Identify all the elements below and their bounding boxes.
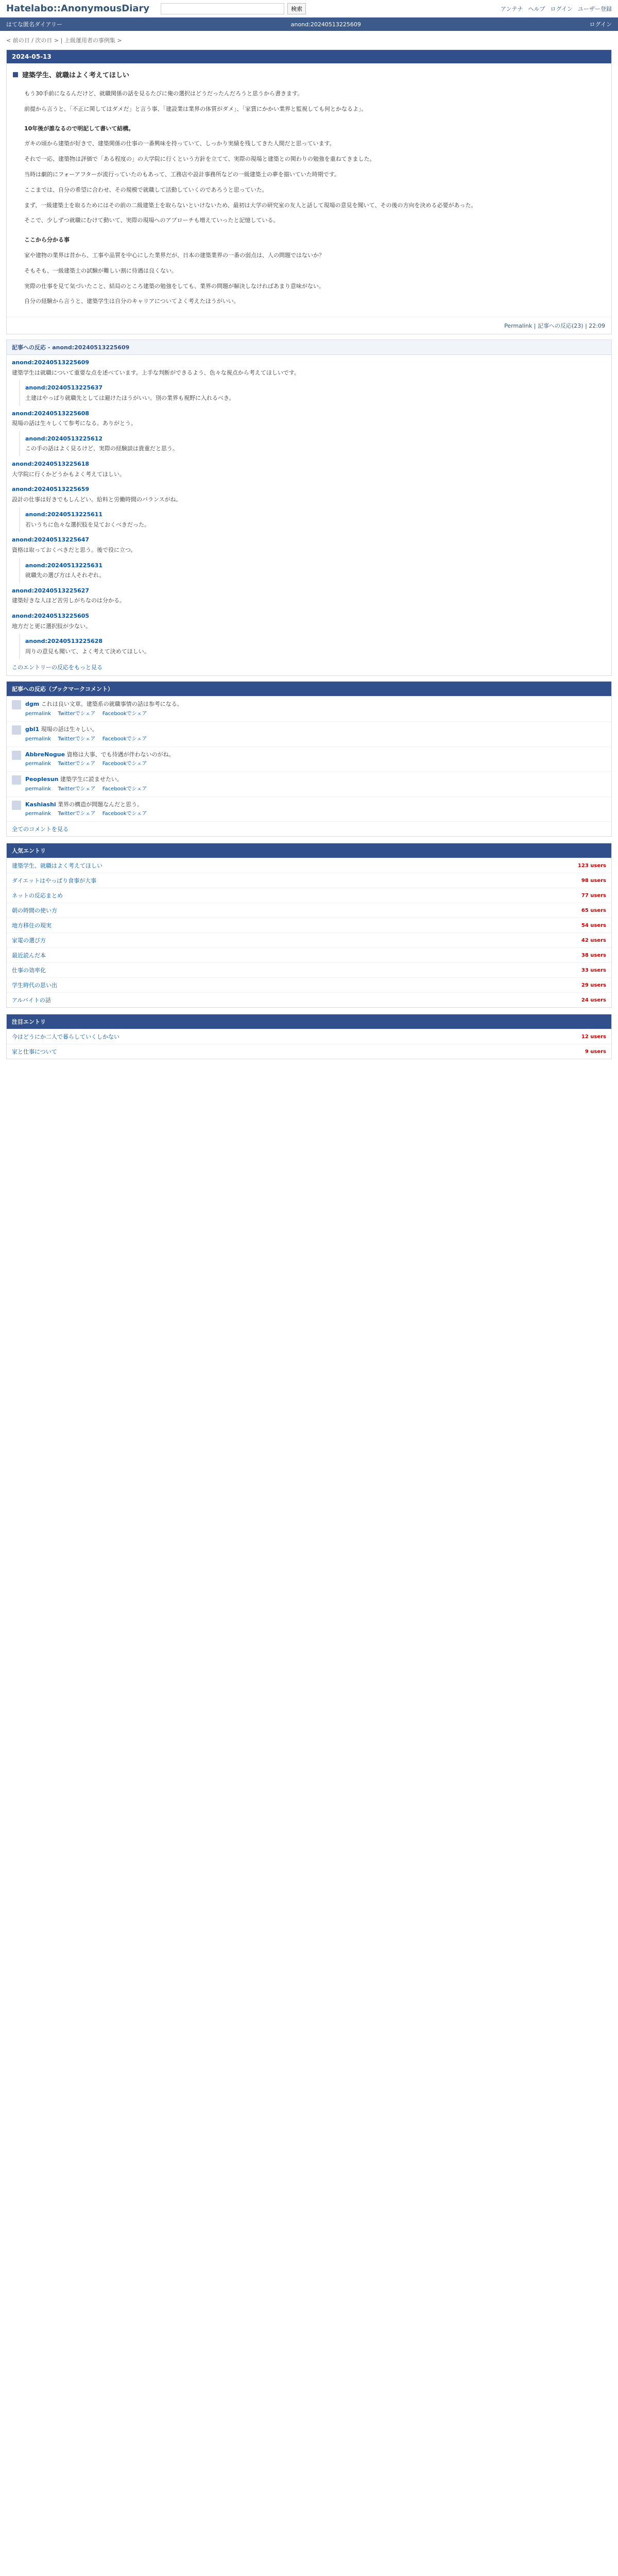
reaction-author-link[interactable]: anond:20240513225605	[12, 613, 90, 620]
reaction-author-link[interactable]: anond:20240513225612	[25, 435, 103, 442]
bookmark-permalink[interactable]: permalink	[25, 786, 51, 792]
bookmark-permalink[interactable]: permalink	[25, 811, 51, 817]
avatar	[12, 801, 21, 810]
entry-paragraph: それで一応、建築物は評価で「ある程度の」の大学院に行くという方針を立てて、実際の現場と建築との関わりの勉強を重ねてきました。	[24, 156, 375, 163]
reaction-author-link[interactable]: anond:20240513225618	[12, 460, 90, 467]
reaction-author-link[interactable]: anond:20240513225647	[12, 536, 90, 544]
breadcrumb	[0, 31, 618, 44]
popular-item-users: 33 users	[581, 967, 606, 973]
bookmark-comment-body	[25, 725, 152, 743]
reaction-author-link[interactable]: anond:20240513225611	[25, 511, 103, 518]
popular-item-users: 24 users	[581, 997, 606, 1003]
popular-item[interactable]	[7, 977, 611, 992]
bookmark-comment	[7, 747, 611, 772]
popular-item-title[interactable]: 地方移住の現実	[12, 922, 52, 929]
bookmark-twitter-share[interactable]: Twitterでシェア	[58, 811, 96, 817]
reaction-author-link[interactable]: anond:20240513225637	[25, 384, 103, 392]
entry-section-heading: ここから分かる事	[24, 236, 70, 244]
bookmark-facebook-share[interactable]: Facebookでシェア	[102, 711, 147, 717]
popular-item[interactable]	[7, 918, 611, 933]
top-link-register[interactable]: ユーザー登録	[578, 5, 612, 12]
bookmark-user-link[interactable]: Kashiashi	[25, 801, 56, 808]
top-link-login[interactable]: ログイン	[550, 5, 573, 12]
reactions-head: 記事への反応 - anond:20240513225609	[7, 340, 611, 355]
entry-footer	[7, 317, 611, 334]
related-head: 注目エントリ	[7, 1014, 611, 1029]
entry-paragraph: ガキの頃から建築が好きで、建築関係の仕事の一番興味を持っていて、しっかり実績を残してきた人間だと思っています。	[24, 140, 335, 147]
popular-item[interactable]	[7, 933, 611, 947]
bookmark-twitter-share[interactable]: Twitterでシェア	[58, 736, 96, 742]
reaction-item	[7, 406, 611, 431]
reaction-text: 地方だと更に選択肢が少ない。	[12, 622, 91, 630]
popular-item-users: 77 users	[581, 892, 606, 899]
popular-item-title[interactable]: 建築学生、就職はよく考えてほしい	[12, 862, 102, 870]
breadcrumb-text: < 前の日 / 次の日 > | 上級運用者の事例集 >	[6, 37, 122, 44]
reaction-text: 周りの意見も聞いて、よく考えて決めてほしい。	[25, 648, 150, 655]
entry-title-square-icon	[13, 72, 18, 77]
bookmark-comment-text: 現場の話は生々しい。	[41, 726, 98, 733]
bookmark-comment	[7, 771, 611, 796]
reaction-author-link[interactable]: anond:20240513225659	[12, 486, 90, 493]
popular-item-title[interactable]: 朝の時間の使い方	[12, 907, 57, 914]
bookmark-comment-text: 業界の構造が問題なんだと思う。	[58, 801, 143, 808]
related-entries	[6, 1014, 612, 1059]
avatar	[12, 751, 21, 760]
related-item-users: 9 users	[585, 1048, 606, 1055]
top-link-antenna[interactable]: アンテナ	[500, 5, 523, 12]
bookmark-user-link[interactable]: Peoplesun	[25, 776, 59, 783]
reaction-item	[7, 355, 611, 380]
popular-item-users: 65 users	[581, 907, 606, 913]
popular-item[interactable]	[7, 992, 611, 1007]
entry-paragraph: 自分の経験から言うと、建築学生は自分のキャリアについてよく考えたほうがいい。	[24, 298, 239, 305]
subnav	[0, 18, 618, 31]
bookmark-more-link[interactable]: 全てのコメントを見る	[7, 821, 611, 836]
reaction-item	[7, 583, 611, 608]
popular-item[interactable]	[7, 947, 611, 962]
reaction-text: 土建はやっぱり就職先としては避けたほうがいい。別の業界も視野に入れるべき。	[25, 394, 235, 401]
reaction-item	[7, 608, 611, 634]
bookmark-permalink[interactable]: permalink	[25, 711, 51, 717]
entry-paragraph: 家や建物の業界は昔から、工事や品質を中心にした業界だが、日本の建築業界の一番の弱点は、人の問題ではないか？	[24, 251, 324, 259]
bookmark-comment	[7, 721, 611, 747]
entry-paragraph: まず、一級建築士を取るためにはその前の二級建築士を取らないといけないため、最初は大学の研究室の友人と話して現場の意見を聞いて、その後の方向を決める必要があった。	[24, 201, 477, 209]
popular-entries	[6, 843, 612, 1008]
entry-footer-meta[interactable]: Permalink | 記事への反応(23) | 22:09	[504, 323, 605, 330]
bookmark-comment	[7, 696, 611, 721]
entry-paragraph: 当時は劇的にフォーアフターが流行っていたのもあって、工務店や設計事務所などの一級建築士の夢を描いていた時期です。	[24, 171, 340, 178]
popular-item-title[interactable]: 最近読んだ本	[12, 952, 46, 959]
bookmark-comment-body	[25, 700, 183, 718]
bookmark-facebook-share[interactable]: Facebookでシェア	[102, 811, 147, 817]
top-link-help[interactable]: ヘルプ	[528, 5, 545, 12]
avatar	[12, 775, 21, 785]
reaction-author-link[interactable]: anond:20240513225609	[12, 359, 90, 366]
bookmark-links	[25, 710, 183, 718]
entry-paragraph: そこで、少しずつ就職にむけて動いて、実際の現場へのアプローチも増えていったと記憶している。	[24, 217, 279, 224]
entry-paragraph: そもそも、一級建築士の試験が難しい割に待遇は良くない。	[24, 267, 177, 274]
top-links	[501, 5, 612, 13]
popular-item-title[interactable]: 仕事の効率化	[12, 967, 46, 974]
reaction-item	[19, 634, 611, 659]
popular-item-users: 54 users	[581, 922, 606, 928]
popular-head: 人気エントリ	[7, 843, 611, 858]
reaction-text: 建築好きな人ほど苦労しがちなのは分かる。	[12, 597, 125, 604]
entry-section-heading: 10年後が誰なるので明記して書いて結構。	[24, 125, 134, 132]
popular-item-users: 29 users	[581, 982, 606, 988]
bookmark-links	[25, 735, 152, 743]
top-search	[161, 3, 306, 14]
entry-body	[7, 79, 611, 317]
bookmark-facebook-share[interactable]: Facebookでシェア	[102, 786, 147, 792]
bookmark-comment-text: これは良い文章。建築系の就職事情の話は参考になる。	[41, 701, 183, 708]
entry-paragraph: 実際の仕事を見て気づいたこと、結局のところ建築の勉強をしても、業界の問題が解決しなければあまり意味がない。	[24, 282, 324, 290]
reaction-text: 資格は取っておくべきだと思う。後で役に立つ。	[12, 547, 136, 554]
reaction-author-link[interactable]: anond:20240513225628	[25, 638, 103, 645]
popular-item-users: 123 users	[577, 862, 606, 869]
bookmark-permalink[interactable]: permalink	[25, 736, 51, 742]
related-item[interactable]	[7, 1029, 611, 1044]
bookmark-user-link[interactable]: AbbreNogue	[25, 751, 65, 758]
subnav-right-link[interactable]: ログイン	[589, 21, 612, 28]
reactions-more-link[interactable]: このエントリーの反応をもっと見る	[12, 664, 102, 671]
bookmark-permalink[interactable]: permalink	[25, 761, 51, 767]
search-button[interactable]: 検索	[287, 3, 306, 14]
related-item[interactable]	[7, 1044, 611, 1059]
subnav-left-link[interactable]: はてな匿名ダイアリー	[6, 21, 63, 28]
entry-title[interactable]	[7, 63, 611, 79]
popular-item[interactable]	[7, 962, 611, 977]
bookmark-user-link[interactable]: dgm	[25, 701, 40, 708]
bookmark-twitter-share[interactable]: Twitterでシェア	[58, 786, 96, 792]
popular-item-users: 98 users	[581, 877, 606, 884]
reaction-text: 若いうちに色々な選択肢を見ておくべきだった。	[25, 521, 150, 528]
reaction-text: 大学院に行くかどうかもよく考えてほしい。	[12, 470, 125, 478]
bookmark-comment-body	[25, 800, 152, 819]
reaction-text: 現場の話は生々しくて参考になる。ありがとう。	[12, 420, 136, 427]
subnav-center: anond:20240513225609	[290, 21, 361, 28]
bookmark-links	[25, 785, 152, 793]
bookmark-comment	[7, 796, 611, 822]
entry-card	[6, 49, 612, 334]
reaction-item	[7, 532, 611, 557]
reactions-section	[6, 340, 612, 676]
brand-label: Hatelabo::AnonymousDiary	[6, 3, 150, 14]
popular-item-users: 38 users	[581, 952, 606, 958]
popular-item-users: 42 users	[581, 937, 606, 943]
related-item-users: 12 users	[581, 1033, 606, 1040]
reaction-author-link[interactable]: anond:20240513225627	[12, 587, 90, 594]
entry-paragraph: 前提から言うと、「不正に関してはダメだ」と言う事、「建設業は業界の体質がダメ」、「家賃にかかい業界と監視しても何とかなるよ」。	[24, 105, 367, 112]
related-item-title[interactable]: 今はどうにか二人で暮らしていくしかない	[12, 1033, 119, 1041]
search-input[interactable]	[161, 3, 284, 14]
popular-item-title[interactable]: 家電の選び方	[12, 937, 46, 944]
bookmark-user-link[interactable]: gbl1	[25, 726, 40, 733]
bookmark-comment-text: 建築学生に読ませたい。	[60, 776, 123, 783]
entry-date: 2024-05-13	[7, 50, 611, 63]
bookmark-links	[25, 760, 175, 768]
reaction-item	[7, 456, 611, 482]
brand[interactable]	[6, 3, 149, 14]
reaction-item	[19, 558, 611, 583]
popular-item[interactable]	[7, 858, 611, 873]
bookmark-links	[25, 810, 152, 818]
bookmark-comments-head: 記事への反応（ブックマークコメント）	[7, 682, 611, 696]
related-item-title[interactable]: 家と仕事について	[12, 1048, 57, 1056]
reaction-text: 設計の仕事は好きでもしんどい。給料と労働時間のバランスがね。	[12, 496, 182, 503]
popular-item-title[interactable]: ダイエットはやっぱり食事が大事	[12, 877, 97, 885]
popular-item[interactable]	[7, 903, 611, 918]
reaction-text: 建築学生は就職について重要な点を述べています。上手な判断ができるよう、色々な視点から考えてほしいです。	[12, 369, 300, 376]
bookmark-twitter-share[interactable]: Twitterでシェア	[58, 711, 96, 717]
bookmark-facebook-share[interactable]: Facebookでシェア	[102, 736, 147, 742]
bookmark-comment-text: 資格は大事、でも待遇が伴わないのがね。	[66, 751, 175, 758]
reaction-text: 就職先の選び方は人それぞれ。	[25, 572, 105, 579]
page	[0, 0, 618, 1059]
entry-paragraph: もう30手前になるんだけど、就職関係の話を見るたびに俺の選択はどうだったんだろうと思うから書きます。	[24, 90, 303, 97]
entry-title-text: 建築学生、就職はよく考えてほしい	[22, 72, 130, 79]
reaction-author-link[interactable]: anond:20240513225631	[25, 562, 103, 569]
reaction-text: この手の話はよく見るけど、実際の経験談は貴重だと思う。	[25, 445, 178, 452]
popular-item[interactable]	[7, 873, 611, 888]
bookmark-twitter-share[interactable]: Twitterでシェア	[58, 761, 96, 767]
avatar	[12, 725, 21, 735]
bookmark-comment-body	[25, 750, 175, 769]
reaction-item	[19, 431, 611, 456]
top-header	[0, 0, 618, 18]
reaction-author-link[interactable]: anond:20240513225608	[12, 410, 90, 417]
entry-paragraph: ここまでは、自分の希望に合わせ、その規模で就職して活動していくのであろうと思っていた。	[24, 186, 268, 193]
bookmark-facebook-share[interactable]: Facebookでシェア	[102, 761, 147, 767]
reaction-item	[19, 507, 611, 532]
popular-item-title[interactable]: アルバイトの話	[12, 997, 51, 1004]
bookmark-comment-body	[25, 775, 152, 793]
popular-item-title[interactable]: ネットの反応まとめ	[12, 892, 63, 900]
reaction-item	[7, 482, 611, 507]
popular-item[interactable]	[7, 888, 611, 903]
reaction-item	[19, 380, 611, 405]
popular-item-title[interactable]: 学生時代の思い出	[12, 982, 57, 989]
bookmark-comments	[6, 681, 612, 837]
avatar	[12, 700, 21, 709]
